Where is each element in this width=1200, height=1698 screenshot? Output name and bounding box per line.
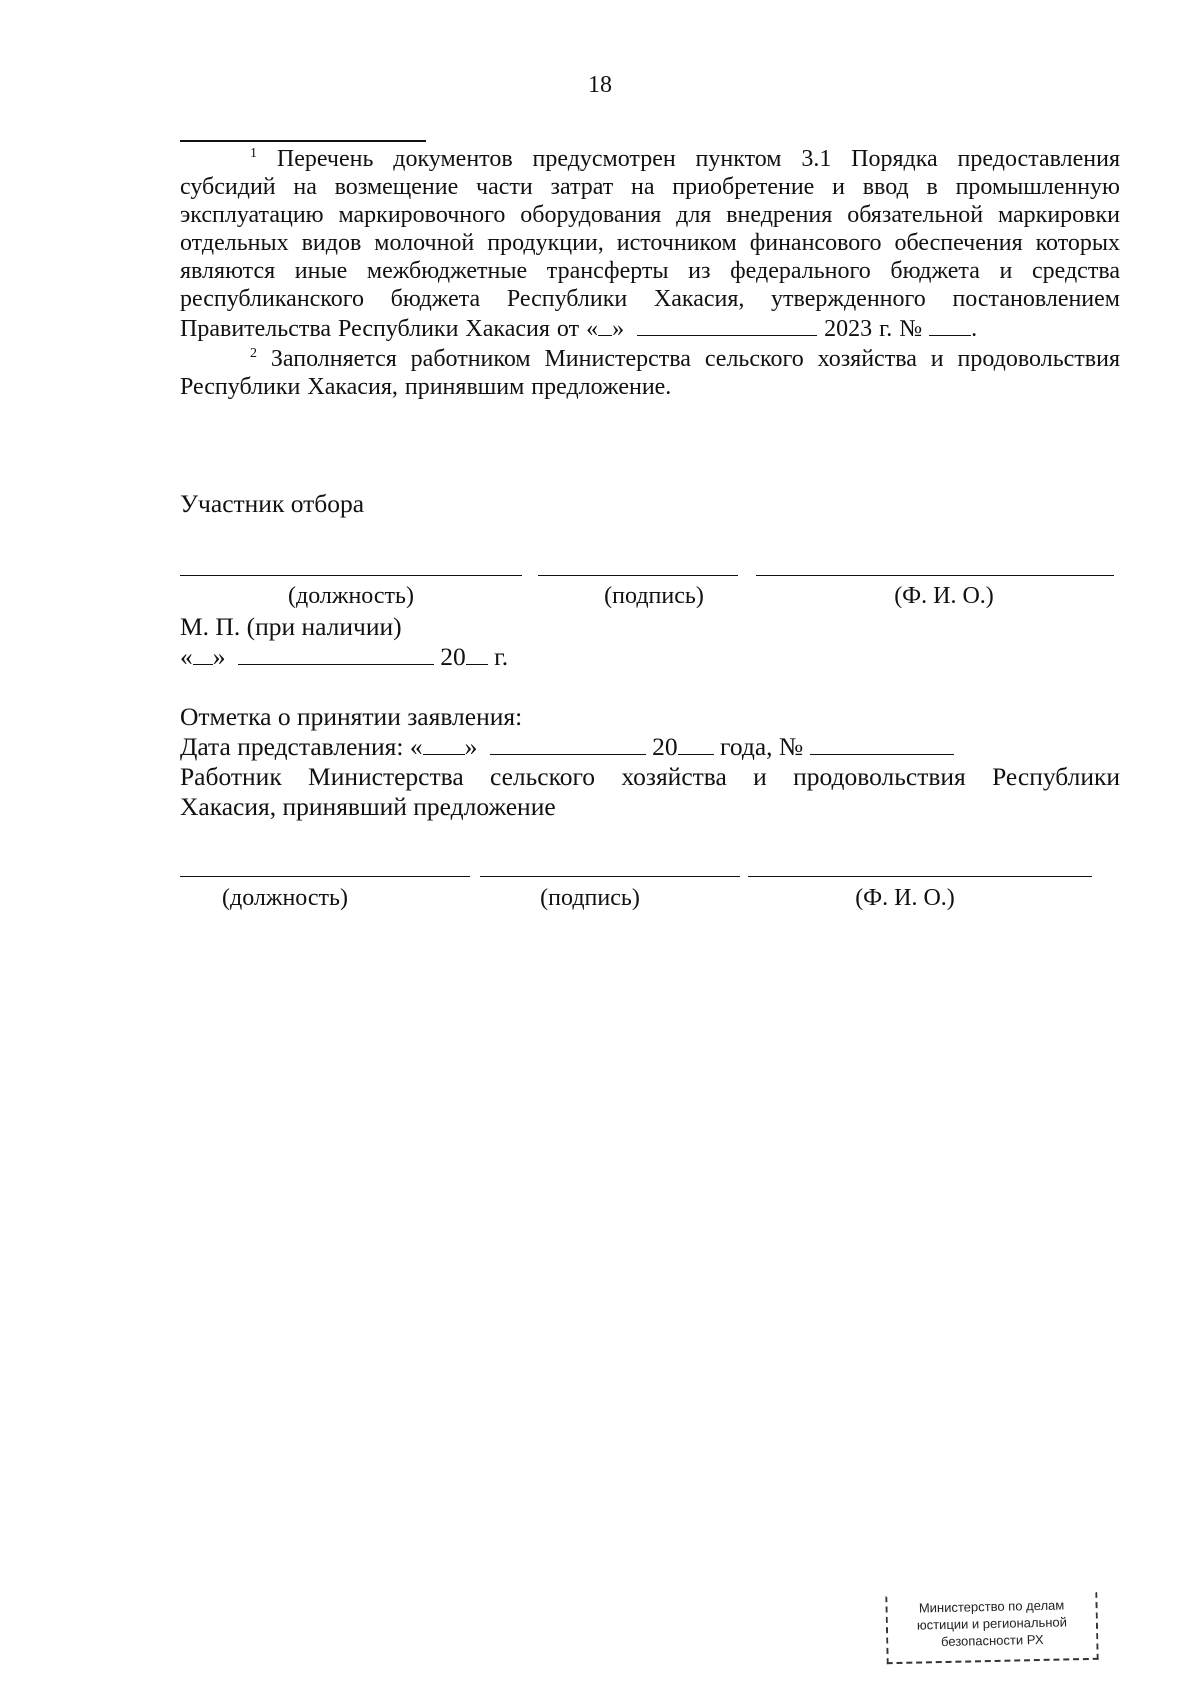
number-blank <box>929 313 971 336</box>
position-caption: (должность) <box>222 885 348 911</box>
footnote-1-mark: 1 <box>250 146 257 161</box>
name-caption: (Ф. И. О.) <box>894 583 994 609</box>
quote-close: » <box>464 732 478 761</box>
signature-caption: (подпись) <box>540 885 640 911</box>
footnote-2-mark: 2 <box>250 346 257 361</box>
month-blank <box>490 732 646 755</box>
footnote-1 <box>180 140 1120 343</box>
signature-caption: (подпись) <box>604 583 704 609</box>
footnote-1-last-prefix: Правительства Республики Хакасия от « <box>180 316 599 342</box>
number-blank <box>810 732 954 755</box>
stamp-line: Министерство по делам <box>918 1597 1065 1616</box>
footnote-1-line: Перечень документов предусмотрен пунктом 3.1 Порядка предоставления <box>276 146 1121 172</box>
footnote-1-line: являются иные межбюджетные трансферты из федерального бюджета и средства <box>180 258 1120 284</box>
footnote-2 <box>180 340 1120 401</box>
footnote-1-line: эксплуатацию маркировочного оборудования для внедрения обязательной маркировки <box>180 202 1120 228</box>
year-blank <box>678 732 714 755</box>
month-blank <box>238 642 434 665</box>
quote-open: « <box>180 642 193 671</box>
quote-close: » <box>612 316 625 342</box>
signature-line <box>480 876 740 877</box>
day-blank <box>193 642 213 665</box>
quote-close: » <box>212 642 226 671</box>
acceptance-date-line <box>180 732 954 762</box>
ministry-stamp <box>885 1592 1098 1664</box>
name-line <box>748 876 1092 877</box>
stamp-line: безопасности РХ <box>940 1631 1044 1650</box>
participant-heading: Участник отбора <box>180 489 365 518</box>
name-caption: (Ф. И. О.) <box>855 885 955 911</box>
seal-label: М. П. (при наличии) <box>180 612 402 641</box>
footnote-1-year: 2023 г. № <box>824 316 923 342</box>
day-blank <box>598 313 612 336</box>
month-blank <box>637 313 817 336</box>
name-line <box>756 575 1114 576</box>
signature-line <box>538 575 738 576</box>
worker-line-1: Работник Министерства сельского хозяйства и продовольствия Республики <box>180 762 1120 791</box>
footnote-2-line: Республики Хакасия, принявшим предложение. <box>180 374 672 400</box>
position-caption: (должность) <box>288 583 414 609</box>
year-suffix: г. <box>494 642 509 671</box>
footnote-2-line: Заполняется работником Министерства сельского хозяйства и продовольствия <box>270 346 1120 372</box>
number-label: года, № <box>720 732 804 761</box>
stamp-line: юстиции и региональной <box>916 1614 1068 1633</box>
footnote-1-end: . <box>971 316 978 342</box>
position-line <box>180 876 470 877</box>
year-prefix: 20 <box>652 732 678 761</box>
worker-line-2: Хакасия, принявший предложение <box>180 792 556 821</box>
footnote-1-last-line <box>180 313 1120 343</box>
year-blank <box>466 642 488 665</box>
year-prefix: 20 <box>440 642 466 671</box>
acceptance-heading: Отметка о принятии заявления: <box>180 702 523 731</box>
day-blank <box>423 732 465 755</box>
footnote-1-line: отдельных видов молочной продукции, источником финансового обеспечения которых <box>180 230 1120 256</box>
participant-date-line <box>180 642 508 672</box>
date-label: Дата представления: « <box>180 732 423 761</box>
page-number: 18 <box>588 72 612 98</box>
position-line <box>180 575 522 576</box>
footnote-1-line: республиканского бюджета Республики Хакасия, утвержденного постановлением <box>180 286 1120 312</box>
footnote-1-line: субсидий на возмещение части затрат на приобретение и ввод в промышленную <box>180 174 1120 200</box>
